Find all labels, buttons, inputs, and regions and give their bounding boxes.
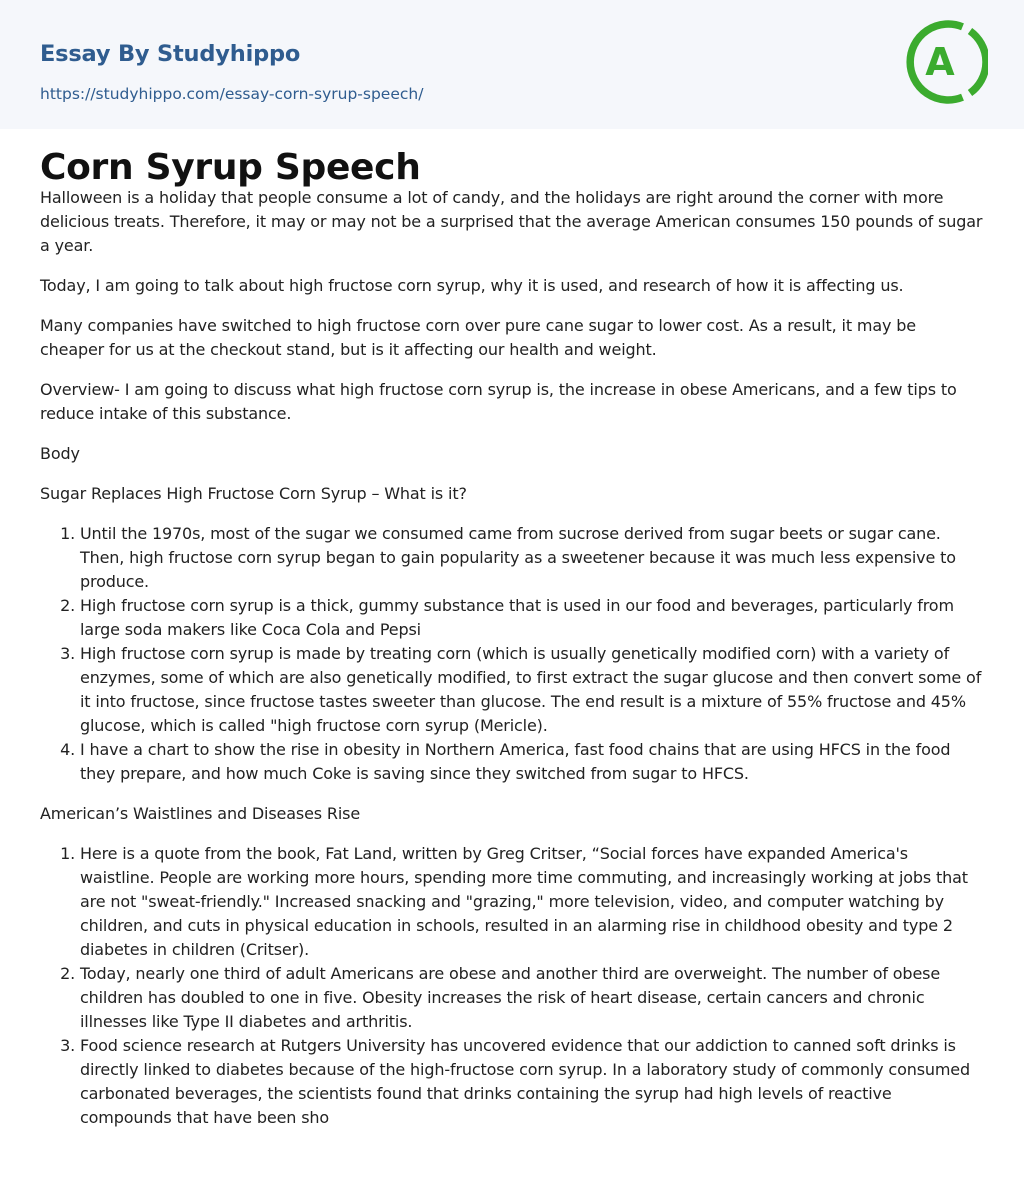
list-item: 1. Until the 1970s, most of the sugar we consumed came from sucrose derived from sugar beets or sugar cane. Then, high fructose corn syrup began to gain popularity as a sweetener because it was much less expensive to produce.: [80, 522, 984, 594]
page-title: Corn Syrup Speech: [40, 147, 421, 188]
section2-heading: American’s Waistlines and Diseases Rise: [40, 804, 361, 823]
site-header: [0, 0, 1024, 129]
list-item: 2. Today, nearly one third of adult Americans are obese and another third are overweight. The number of obese children has doubled to one in five. Obesity increases the risk of heart disease, certain cancers and chronic illnesses like Type II diabetes and arthritis.: [80, 962, 984, 1034]
section1-heading: Sugar Replaces High Fructose Corn Syrup – What is it?: [40, 484, 467, 503]
paragraph-companies: Many companies have switched to high fructose corn over pure cane sugar to lower cost. As a result, it may be cheaper for us at the checkout stand, but is it affecting our health and weight.: [40, 316, 916, 359]
brand-title[interactable]: Essay By Studyhippo: [40, 41, 301, 67]
paragraph-overview: Overview- I am going to discuss what high fructose corn syrup is, the increase in obese Americans, and a few tips to reduce intake of this substance.: [40, 380, 957, 423]
paragraph-intro: Halloween is a holiday that people consume a lot of candy, and the holidays are right around the corner with more delicious treats. Therefore, it may or may not be a surprised that the average American consumes 150 pounds of sugar a year.: [40, 188, 983, 255]
list-item: 2. High fructose corn syrup is a thick, gummy substance that is used in our food and beverages, particularly from large soda makers like Coca Cola and Pepsi: [80, 594, 984, 642]
paragraph-body-label: Body: [40, 444, 80, 463]
list-item: 3. High fructose corn syrup is made by treating corn (which is usually genetically modified corn) with a variety of enzymes, some of which are also genetically modified, to first extract the sugar glucose and then convert some of it into fructose, since fructose tastes sweeter than glucose. The end result is a mixture of 55% fructose and 45% glucose, which is called "high fructose corn syrup (Mericle).: [80, 642, 984, 738]
section1-list: [40, 522, 984, 786]
essay-content: [0, 129, 1024, 1130]
section2-list: [40, 842, 984, 1130]
logo-letter: A: [925, 40, 955, 84]
paragraph-topic: Today, I am going to talk about high fructose corn syrup, why it is used, and research of how it is affecting us.: [40, 276, 904, 295]
list-item: 1. Here is a quote from the book, Fat Land, written by Greg Critser, “Social forces have expanded America's waistline. People are working more hours, spending more time commuting, and increasingly working at jobs that are not "sweat-friendly." Increased snacking and "grazing," more television, video, and computer watching by children, and cuts in physical education in schools, resulted in an alarming rise in childhood obesity and type 2 diabetes in children (Critser).: [80, 842, 984, 962]
essay-url-link[interactable]: https://studyhippo.com/essay-corn-syrup-speech/: [40, 85, 424, 103]
list-item: 4. I have a chart to show the rise in obesity in Northern America, fast food chains that are using HFCS in the food they prepare, and how much Coke is saving since they switched from sugar to HFCS.: [80, 738, 984, 786]
list-item: 3. Food science research at Rutgers University has uncovered evidence that our addiction to canned soft drinks is directly linked to diabetes because of the high-fructose corn syrup. In a laboratory study of commonly consumed carbonated beverages, the scientists found that drinks containing the syrup had high levels of reactive compounds that have been sho: [80, 1034, 984, 1130]
studyhippo-logo-icon[interactable]: [904, 18, 988, 106]
